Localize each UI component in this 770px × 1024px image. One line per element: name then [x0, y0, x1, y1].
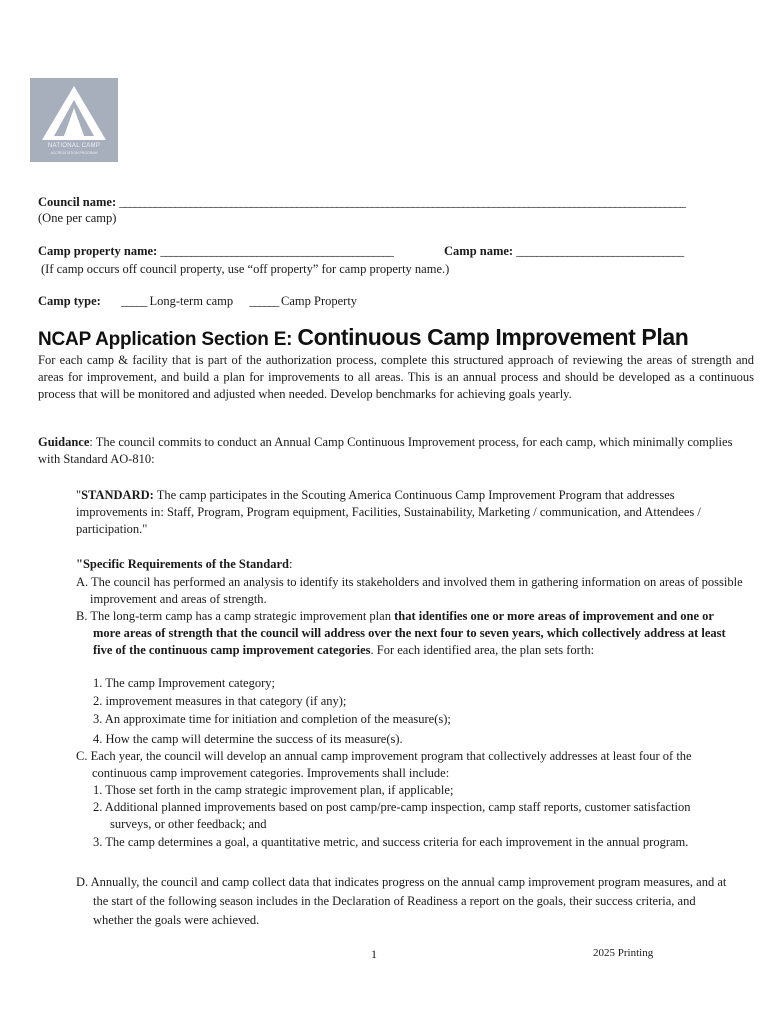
requirement-a-text: A. The council has performed an analysis to identify its stakeholders and involved them in gathering information on areas of possible improvement and areas of strength.: [76, 575, 743, 606]
requirement-a: [76, 574, 744, 608]
section-title-main: Continuous Camp Improvement Plan: [297, 324, 689, 350]
requirement-c: [76, 748, 736, 782]
requirement-c-item-2-text: 2. Additional planned improvements based on post camp/pre-camp inspection, camp staff reports, customer satisfaction surveys, or other feedback; and: [93, 800, 691, 831]
section-title-prefix: NCAP Application Section E:: [38, 329, 298, 350]
camp-name-line: [444, 243, 683, 259]
standard-text: The camp participates in the Scouting America Continuous Camp Improvement Program that addresses improvements in: Staff, Program, Program equipment, Facilities, Sustainability, Marketing / communication, and Attendees / participation.": [76, 488, 701, 536]
logo-text: NATIONAL CAMP: [47, 143, 101, 149]
national-camp-logo: [30, 78, 118, 162]
council-name-label: Council name:: [38, 195, 117, 209]
long-term-camp-label: Long-term camp: [149, 294, 234, 308]
requirements-heading-text: "Specific Requirements of the Standard: [76, 557, 289, 571]
requirement-b-item-2: 2. improvement measures in that category (if any);: [93, 694, 347, 708]
council-note: (One per camp): [38, 211, 117, 225]
council-name-line: [38, 194, 685, 210]
intro-paragraph: For each camp & facility that is part of the authorization process, complete this structured approach of reviewing the areas of strength and areas for improvement, and build a plan for improvements to all areas. This is an annual process and should be developed as a continuous process that will be monitored and adjusted when needed. Develop benchmarks for achieving goals yearly.: [38, 353, 754, 401]
camp-property-line: [38, 243, 393, 259]
requirement-b: [76, 608, 744, 659]
requirements-heading: [76, 556, 292, 573]
requirement-d-text: D. Annually, the council and camp collect data that indicates progress on the annual camp improvement program measures, and at the start of the following season includes in the Declaration of Readiness a report on the goals, their success criteria, and whether the goals were achieved.: [76, 875, 727, 927]
guidance-label: Guidance: [38, 435, 90, 449]
logo-subtext: ACCREDITATION PROGRAM: [50, 151, 98, 155]
requirement-b-item-1: 1. The camp Improvement category;: [93, 676, 275, 690]
standard-quote: [76, 487, 736, 538]
camp-type-label: Camp type:: [38, 294, 101, 308]
requirement-c-item-2: [93, 799, 693, 833]
requirement-c-item-3: [93, 834, 713, 851]
section-title: [38, 324, 688, 351]
council-name-field[interactable]: ________________________________________________________________________________________________________________: [119, 195, 685, 209]
requirement-d: [76, 873, 736, 930]
requirement-b-item-3: 3. An approximate time for initiation and completion of the measure(s);: [93, 712, 451, 726]
camp-property-option-label: Camp Property: [281, 294, 358, 308]
requirement-b-item-4: 4. How the camp will determine the success of its measure(s).: [93, 732, 403, 746]
long-term-camp-blank[interactable]: _____: [121, 294, 147, 308]
requirements-heading-colon: :: [288, 557, 293, 571]
requirement-c-item-1: 1. Those set forth in the camp strategic improvement plan, if applicable;: [93, 783, 454, 797]
guidance-text: : The council commits to conduct an Annual Camp Continuous Improvement process, for each camp, which minimally complies with Standard AO-810:: [38, 435, 733, 466]
camp-name-field[interactable]: _________________________________: [516, 244, 683, 258]
requirement-c-item-3-text: 3. The camp determines a goal, a quantitative metric, and success criteria for each improvement in the annual program.: [93, 835, 689, 849]
guidance-paragraph: [38, 434, 754, 468]
camp-property-note: (If camp occurs off council property, use “off property” for camp property name.): [41, 262, 450, 276]
standard-open-quote: ": [76, 488, 82, 502]
tent-emblem-icon: [30, 78, 118, 162]
requirement-b-post: . For each identified area, the plan sets forth:: [370, 643, 595, 657]
camp-property-label: Camp property name:: [38, 244, 158, 258]
requirement-b-bold: that identifies one or more areas of improvement and one or more areas of strength that the council will address over the next four to seven years, which collectively address at least five of the continuous camp improvement categories: [93, 609, 726, 657]
printing-note: 2025 Printing: [593, 947, 654, 959]
camp-type-line: [38, 293, 357, 309]
standard-label: STANDARD:: [81, 488, 154, 502]
page-number: 1: [371, 947, 377, 961]
requirement-c-text: C. Each year, the council will develop an annual camp improvement program that collectively addresses at least four of the continuous camp improvement categories. Improvements shall include:: [76, 749, 692, 780]
camp-name-label: Camp name:: [444, 244, 514, 258]
camp-property-blank[interactable]: ______: [249, 294, 278, 308]
camp-property-field[interactable]: ______________________________________________: [160, 244, 393, 258]
requirement-b-pre: B. The long-term camp has a camp strategic improvement plan: [76, 609, 395, 623]
